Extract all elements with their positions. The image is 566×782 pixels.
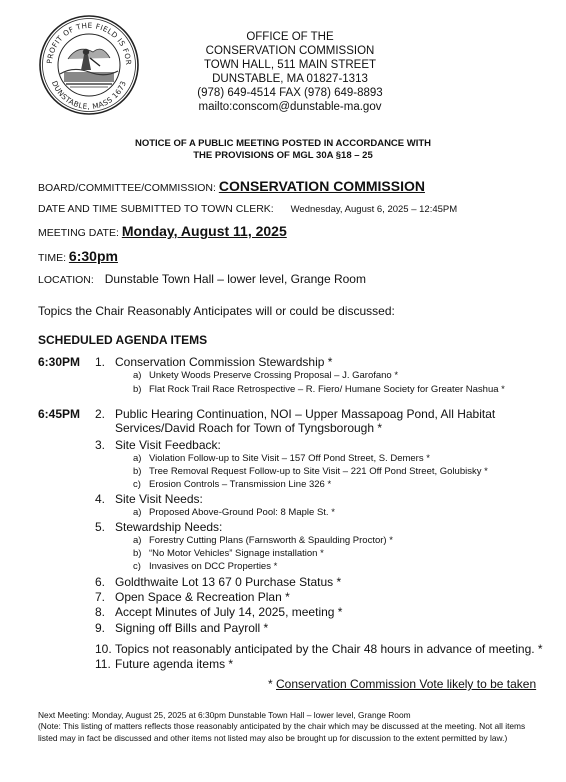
time-marker-1: 6:30PM: [38, 355, 81, 369]
agenda-item: [95, 438, 221, 452]
item-number: 2.: [95, 407, 106, 421]
town-seal: [38, 14, 140, 116]
sub-item: b) “No Motor Vehicles” Signage installation *: [133, 548, 324, 559]
office-title: OFFICE OF THE: [246, 31, 334, 43]
notice-line-2: THE PROVISIONS OF MGL 30A §18 – 25: [193, 150, 373, 161]
item-text: Topics not reasonably anticipated by the Chair 48 hours in advance of meeting. *: [115, 642, 543, 656]
item-text: Future agenda items *: [115, 657, 234, 671]
time-value: 6:30pm: [68, 248, 118, 264]
footer: [38, 710, 538, 744]
submitted-label: DATE AND TIME SUBMITTED TO TOWN CLERK:: [38, 203, 274, 215]
topics-intro: Topics the Chair Reasonably Anticipates will or could be discussed:: [38, 304, 395, 318]
scheduled-heading: SCHEDULED AGENDA ITEMS: [38, 333, 208, 347]
item-number: 8.: [95, 605, 106, 619]
agenda-item: [95, 590, 290, 604]
agenda-item: [95, 407, 535, 435]
board-label: BOARD/COMMITTEE/COMMISSION:: [38, 182, 219, 194]
location-value: Dunstable Town Hall – lower level, Grange Room: [104, 272, 366, 286]
item-text: Conservation Commission Stewardship *: [115, 355, 333, 369]
item-text: Signing off Bills and Payroll *: [115, 621, 269, 635]
submitted-row: [38, 203, 457, 215]
submitted-value: Wednesday, August 6, 2025 – 12:45PM: [290, 204, 458, 215]
sub-item: a) Violation Follow-up to Site Visit – 157 Off Pond Street, S. Demers *: [133, 453, 430, 464]
location-label: LOCATION:: [38, 274, 94, 286]
sub-item: c) Erosion Controls – Transmission Line 326 *: [133, 479, 332, 490]
meeting-date-value: Monday, August 11, 2025: [121, 223, 287, 239]
time-marker-2: 6:45PM: [38, 407, 81, 421]
sub-item: a) Unkety Woods Preserve Crossing Proposal – J. Garofano *: [133, 370, 399, 381]
next-meeting-line: Next Meeting: Monday, August 25, 2025 at 6:30pm Dunstable Town Hall – lower level, Grange Room: [38, 710, 411, 720]
seal-ring-bottom-text: DUNSTABLE, MASS 1673: [49, 79, 129, 112]
commission-title: CONSERVATION COMMISSION: [205, 45, 375, 57]
address-line: TOWN HALL, 511 MAIN STREET: [203, 59, 377, 71]
agenda-item: [95, 642, 543, 656]
notice-heading: [0, 138, 566, 162]
item-text: Public Hearing Continuation, NOI – Upper Massapoag Pond, All Habitat Services/David Roach for Town of Tyngsborough *: [115, 407, 496, 435]
agenda-item: [95, 520, 222, 534]
item-number: 3.: [95, 438, 106, 452]
vote-asterisk: *: [268, 677, 277, 691]
footer-note: (Note: This listing of matters reflects those reasonably anticipated by the chair which may be discussed at the meeting. Not all items listed may in fact be discussed and other items not listed may also be brought up for discussion to the extent permitted by law.): [38, 721, 526, 743]
sub-item: b) Tree Removal Request Follow-up to Site Visit – 221 Off Pond Street, Golubisky *: [133, 466, 488, 477]
item-number: 9.: [95, 621, 106, 635]
board-value: CONSERVATION COMMISSION: [218, 178, 425, 194]
email-link[interactable]: mailto:conscom@dunstable-ma.gov: [198, 101, 382, 113]
item-number: 5.: [95, 520, 106, 534]
item-number: 7.: [95, 590, 106, 604]
item-number: 6.: [95, 575, 106, 589]
time-row: [38, 248, 118, 264]
time-label: TIME:: [38, 252, 69, 264]
item-text: Site Visit Needs:: [115, 492, 203, 506]
agenda-item: [95, 605, 342, 619]
agenda-item: [95, 575, 341, 589]
sub-item: b) Flat Rock Trail Race Retrospective – R. Fiero/ Humane Society for Greater Nashua *: [133, 384, 505, 395]
item-number: 10.: [95, 642, 112, 656]
item-text: Site Visit Feedback:: [115, 438, 221, 452]
notice-line-1: NOTICE OF A PUBLIC MEETING POSTED IN ACCORDANCE WITH: [134, 138, 432, 149]
agenda-item: [95, 355, 332, 369]
sub-item: a) Proposed Above-Ground Pool: 8 Maple St. *: [133, 507, 335, 518]
item-number: 1.: [95, 355, 106, 369]
city-line: DUNSTABLE, MA 01827-1313: [212, 73, 368, 85]
agenda-item: [95, 492, 203, 506]
item-number: 11.: [95, 657, 111, 671]
item-text: Goldthwaite Lot 13 67 0 Purchase Status *: [115, 575, 342, 589]
item-text: Accept Minutes of July 14, 2025, meeting *: [115, 605, 343, 619]
item-text: Open Space & Recreation Plan *: [115, 590, 290, 604]
sub-item: a) Forestry Cutting Plans (Farnsworth & Spaulding Proctor) *: [133, 535, 393, 546]
vote-text: Conservation Commission Vote likely to be taken: [276, 677, 537, 691]
item-number: 4.: [95, 492, 106, 506]
meeting-date-row: [38, 223, 287, 239]
sub-item: c) Invasives on DCC Properties *: [133, 561, 278, 572]
agenda-item: [95, 657, 233, 671]
phone-line: (978) 649-4514 FAX (978) 649-8893: [197, 87, 383, 99]
item-text: Stewardship Needs:: [115, 520, 223, 534]
meeting-date-label: MEETING DATE:: [38, 227, 122, 239]
vote-note: [268, 677, 536, 691]
seal-ring-top-text: PROFIT OF THE FIELD IS FOR: [44, 20, 134, 66]
seal-emblem-icon: [38, 14, 140, 116]
location-row: [38, 272, 366, 286]
board-row: [38, 178, 425, 194]
agenda-item: [95, 621, 268, 635]
